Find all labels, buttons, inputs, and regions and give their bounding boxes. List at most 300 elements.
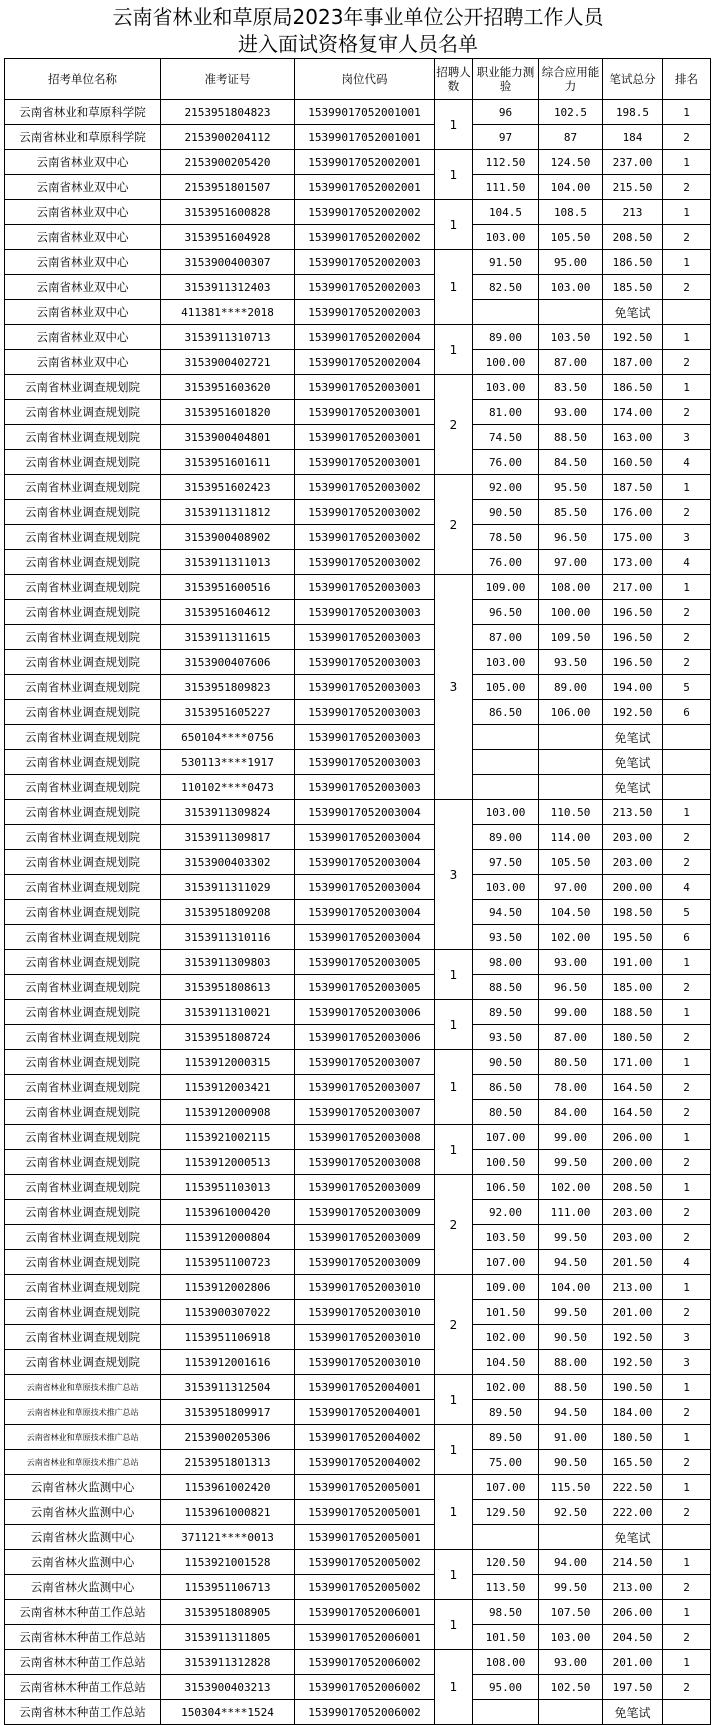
candidate-table bbox=[4, 58, 711, 1725]
cell-post-code: 15399017052002003 bbox=[295, 250, 435, 275]
cell-written-total: 204.50 bbox=[603, 1625, 663, 1650]
cell-exam-number: 1153912001616 bbox=[161, 1350, 295, 1375]
cell-written-total: 198.5 bbox=[603, 100, 663, 125]
cell-unit-name: 云南省林业调查规划院 bbox=[5, 900, 161, 925]
cell-post-code: 15399017052003010 bbox=[295, 1350, 435, 1375]
cell-post-code: 15399017052004001 bbox=[295, 1400, 435, 1425]
cell-written-total: 174.00 bbox=[603, 400, 663, 425]
cell-vocational-score: 107.00 bbox=[473, 1125, 539, 1150]
col-header-vocational-test: 职业能力测验 bbox=[473, 59, 539, 100]
cell-post-code: 15399017052003003 bbox=[295, 725, 435, 750]
cell-rank: 1 bbox=[663, 1650, 711, 1675]
cell-post-code: 15399017052006002 bbox=[295, 1650, 435, 1675]
cell-rank: 1 bbox=[663, 150, 711, 175]
cell-exam-number: 3153951601611 bbox=[161, 450, 295, 475]
cell-comprehensive-score: 93.00 bbox=[539, 1650, 603, 1675]
table-row bbox=[5, 1675, 711, 1700]
cell-vocational-score: 102.00 bbox=[473, 1375, 539, 1400]
cell-comprehensive-score: 80.50 bbox=[539, 1050, 603, 1075]
cell-post-code: 15399017052003009 bbox=[295, 1250, 435, 1275]
cell-vocational-score: 92.00 bbox=[473, 1200, 539, 1225]
table-row bbox=[5, 775, 711, 800]
cell-written-total: 175.00 bbox=[603, 525, 663, 550]
cell-exam-number: 3153911310116 bbox=[161, 925, 295, 950]
table-row bbox=[5, 1575, 711, 1600]
cell-rank: 6 bbox=[663, 925, 711, 950]
cell-written-total: 222.50 bbox=[603, 1475, 663, 1500]
cell-comprehensive-score: 105.50 bbox=[539, 225, 603, 250]
cell-vocational-score: 106.50 bbox=[473, 1175, 539, 1200]
cell-comprehensive-score: 102.00 bbox=[539, 1175, 603, 1200]
cell-rank: 2 bbox=[663, 1400, 711, 1425]
cell-recruit-count: 1 bbox=[435, 1375, 473, 1425]
cell-unit-name: 云南省林业调查规划院 bbox=[5, 550, 161, 575]
table-row bbox=[5, 1025, 711, 1050]
cell-unit-name: 云南省林业调查规划院 bbox=[5, 725, 161, 750]
cell-post-code: 15399017052003008 bbox=[295, 1125, 435, 1150]
cell-rank: 2 bbox=[663, 1225, 711, 1250]
cell-rank: 2 bbox=[663, 1075, 711, 1100]
cell-recruit-count: 3 bbox=[435, 800, 473, 950]
cell-written-total: 免笔试 bbox=[603, 1525, 663, 1550]
table-row bbox=[5, 225, 711, 250]
cell-vocational-score: 96 bbox=[473, 100, 539, 125]
table-row bbox=[5, 375, 711, 400]
cell-exam-number: 150304****1524 bbox=[161, 1700, 295, 1725]
cell-written-total: 214.50 bbox=[603, 1550, 663, 1575]
cell-post-code: 15399017052003009 bbox=[295, 1225, 435, 1250]
cell-written-total: 163.00 bbox=[603, 425, 663, 450]
cell-unit-name: 云南省林业调查规划院 bbox=[5, 600, 161, 625]
cell-written-total: 免笔试 bbox=[603, 1700, 663, 1725]
cell-post-code: 15399017052003007 bbox=[295, 1050, 435, 1075]
cell-exam-number: 1153951100723 bbox=[161, 1250, 295, 1275]
cell-unit-name: 云南省林木种苗工作总站 bbox=[5, 1650, 161, 1675]
cell-comprehensive-score: 109.50 bbox=[539, 625, 603, 650]
table-row bbox=[5, 725, 711, 750]
cell-vocational-score: 100.00 bbox=[473, 350, 539, 375]
cell-written-total: 186.50 bbox=[603, 375, 663, 400]
table-row bbox=[5, 1225, 711, 1250]
cell-recruit-count: 1 bbox=[435, 1125, 473, 1175]
cell-exam-number: 2153900205306 bbox=[161, 1425, 295, 1450]
table-row bbox=[5, 650, 711, 675]
cell-post-code: 15399017052002002 bbox=[295, 200, 435, 225]
cell-comprehensive-score bbox=[539, 1700, 603, 1725]
cell-written-total: 192.50 bbox=[603, 700, 663, 725]
cell-rank: 5 bbox=[663, 900, 711, 925]
cell-unit-name: 云南省林业双中心 bbox=[5, 150, 161, 175]
cell-written-total: 201.00 bbox=[603, 1650, 663, 1675]
cell-rank: 3 bbox=[663, 1350, 711, 1375]
table-row bbox=[5, 1600, 711, 1625]
cell-exam-number: 3153900400307 bbox=[161, 250, 295, 275]
cell-post-code: 15399017052006002 bbox=[295, 1675, 435, 1700]
cell-written-total: 203.00 bbox=[603, 1200, 663, 1225]
cell-vocational-score: 107.00 bbox=[473, 1250, 539, 1275]
cell-exam-number: 3153951808905 bbox=[161, 1600, 295, 1625]
table-row bbox=[5, 1075, 711, 1100]
cell-exam-number: 3153951809917 bbox=[161, 1400, 295, 1425]
cell-comprehensive-score bbox=[539, 725, 603, 750]
cell-rank: 1 bbox=[663, 1125, 711, 1150]
cell-comprehensive-score: 93.00 bbox=[539, 950, 603, 975]
table-row bbox=[5, 525, 711, 550]
cell-comprehensive-score bbox=[539, 750, 603, 775]
cell-vocational-score bbox=[473, 1700, 539, 1725]
col-header-unit: 招考单位名称 bbox=[5, 59, 161, 100]
cell-post-code: 15399017052003003 bbox=[295, 575, 435, 600]
cell-written-total: 180.50 bbox=[603, 1425, 663, 1450]
table-row bbox=[5, 625, 711, 650]
cell-unit-name: 云南省林火监测中心 bbox=[5, 1475, 161, 1500]
cell-comprehensive-score: 108.00 bbox=[539, 575, 603, 600]
cell-unit-name: 云南省林业调查规划院 bbox=[5, 1275, 161, 1300]
cell-written-total: 198.50 bbox=[603, 900, 663, 925]
cell-comprehensive-score: 97.00 bbox=[539, 875, 603, 900]
cell-comprehensive-score bbox=[539, 1525, 603, 1550]
cell-written-total: 213.00 bbox=[603, 1575, 663, 1600]
table-row bbox=[5, 1050, 711, 1075]
cell-unit-name: 云南省林业双中心 bbox=[5, 300, 161, 325]
cell-unit-name: 云南省林火监测中心 bbox=[5, 1550, 161, 1575]
cell-exam-number: 3153951809823 bbox=[161, 675, 295, 700]
cell-comprehensive-score: 93.00 bbox=[539, 400, 603, 425]
table-row bbox=[5, 975, 711, 1000]
cell-recruit-count: 1 bbox=[435, 1650, 473, 1725]
cell-comprehensive-score: 95.50 bbox=[539, 475, 603, 500]
cell-rank: 2 bbox=[663, 1575, 711, 1600]
cell-written-total: 164.50 bbox=[603, 1075, 663, 1100]
cell-vocational-score: 93.50 bbox=[473, 925, 539, 950]
cell-vocational-score: 107.00 bbox=[473, 1475, 539, 1500]
cell-unit-name: 云南省林业调查规划院 bbox=[5, 950, 161, 975]
cell-rank: 2 bbox=[663, 650, 711, 675]
cell-unit-name: 云南省林业调查规划院 bbox=[5, 1300, 161, 1325]
cell-vocational-score: 103.00 bbox=[473, 375, 539, 400]
cell-rank: 1 bbox=[663, 325, 711, 350]
cell-vocational-score: 103.00 bbox=[473, 875, 539, 900]
cell-written-total: 185.50 bbox=[603, 275, 663, 300]
cell-unit-name: 云南省林业调查规划院 bbox=[5, 625, 161, 650]
cell-post-code: 15399017052003009 bbox=[295, 1175, 435, 1200]
cell-written-total: 194.00 bbox=[603, 675, 663, 700]
cell-vocational-score: 100.50 bbox=[473, 1150, 539, 1175]
cell-comprehensive-score: 102.5 bbox=[539, 100, 603, 125]
cell-comprehensive-score: 84.00 bbox=[539, 1100, 603, 1125]
cell-post-code: 15399017052003004 bbox=[295, 875, 435, 900]
document-title-line-1: 云南省林业和草原局2023年事业单位公开招聘工作人员 bbox=[112, 5, 604, 29]
cell-exam-number: 3153951602423 bbox=[161, 475, 295, 500]
cell-rank: 3 bbox=[663, 425, 711, 450]
cell-written-total: 160.50 bbox=[603, 450, 663, 475]
cell-comprehensive-score: 100.00 bbox=[539, 600, 603, 625]
table-row bbox=[5, 850, 711, 875]
cell-post-code: 15399017052003002 bbox=[295, 525, 435, 550]
cell-rank: 6 bbox=[663, 700, 711, 725]
cell-exam-number: 530113****1917 bbox=[161, 750, 295, 775]
cell-rank: 2 bbox=[663, 400, 711, 425]
table-row bbox=[5, 1150, 711, 1175]
table-row bbox=[5, 925, 711, 950]
cell-post-code: 15399017052005002 bbox=[295, 1550, 435, 1575]
cell-comprehensive-score: 99.50 bbox=[539, 1225, 603, 1250]
cell-written-total: 184 bbox=[603, 125, 663, 150]
cell-vocational-score: 87.00 bbox=[473, 625, 539, 650]
cell-exam-number: 2153900204112 bbox=[161, 125, 295, 150]
table-row bbox=[5, 1125, 711, 1150]
cell-rank: 2 bbox=[663, 1025, 711, 1050]
cell-rank: 4 bbox=[663, 875, 711, 900]
cell-rank: 2 bbox=[663, 975, 711, 1000]
cell-rank bbox=[663, 1700, 711, 1725]
cell-unit-name: 云南省林业和草原技术推广总站 bbox=[5, 1375, 161, 1400]
cell-unit-name: 云南省林业调查规划院 bbox=[5, 475, 161, 500]
table-row bbox=[5, 425, 711, 450]
cell-rank: 4 bbox=[663, 550, 711, 575]
cell-unit-name: 云南省林业调查规划院 bbox=[5, 975, 161, 1000]
cell-rank: 3 bbox=[663, 525, 711, 550]
cell-written-total: 184.00 bbox=[603, 1400, 663, 1425]
col-header-exam-no: 准考证号 bbox=[161, 59, 295, 100]
cell-rank bbox=[663, 1525, 711, 1550]
cell-vocational-score: 80.50 bbox=[473, 1100, 539, 1125]
cell-rank: 4 bbox=[663, 1250, 711, 1275]
table-row bbox=[5, 275, 711, 300]
cell-comprehensive-score: 115.50 bbox=[539, 1475, 603, 1500]
table-row bbox=[5, 125, 711, 150]
cell-vocational-score: 104.5 bbox=[473, 200, 539, 225]
cell-rank: 2 bbox=[663, 275, 711, 300]
cell-exam-number: 411381****2018 bbox=[161, 300, 295, 325]
cell-rank: 1 bbox=[663, 800, 711, 825]
cell-exam-number: 3153911310713 bbox=[161, 325, 295, 350]
cell-written-total: 217.00 bbox=[603, 575, 663, 600]
table-row bbox=[5, 350, 711, 375]
cell-written-total: 208.50 bbox=[603, 225, 663, 250]
cell-rank: 5 bbox=[663, 675, 711, 700]
cell-comprehensive-score: 99.50 bbox=[539, 1300, 603, 1325]
cell-post-code: 15399017052003002 bbox=[295, 500, 435, 525]
cell-vocational-score: 95.00 bbox=[473, 1675, 539, 1700]
cell-exam-number: 3153951600828 bbox=[161, 200, 295, 225]
cell-comprehensive-score: 111.00 bbox=[539, 1200, 603, 1225]
cell-rank: 2 bbox=[663, 1500, 711, 1525]
cell-unit-name: 云南省林业调查规划院 bbox=[5, 1175, 161, 1200]
cell-rank bbox=[663, 300, 711, 325]
cell-comprehensive-score: 114.00 bbox=[539, 825, 603, 850]
cell-post-code: 15399017052003004 bbox=[295, 925, 435, 950]
cell-comprehensive-score: 94.00 bbox=[539, 1550, 603, 1575]
cell-unit-name: 云南省林业调查规划院 bbox=[5, 825, 161, 850]
cell-rank: 1 bbox=[663, 1475, 711, 1500]
cell-post-code: 15399017052003004 bbox=[295, 850, 435, 875]
cell-post-code: 15399017052003003 bbox=[295, 625, 435, 650]
cell-vocational-score: 89.50 bbox=[473, 1400, 539, 1425]
table-row bbox=[5, 900, 711, 925]
table-row bbox=[5, 1250, 711, 1275]
cell-recruit-count: 1 bbox=[435, 950, 473, 1000]
cell-comprehensive-score: 78.00 bbox=[539, 1075, 603, 1100]
cell-written-total: 187.50 bbox=[603, 475, 663, 500]
cell-comprehensive-score: 92.50 bbox=[539, 1500, 603, 1525]
cell-vocational-score: 103.00 bbox=[473, 650, 539, 675]
col-header-rank: 排名 bbox=[663, 59, 711, 100]
cell-rank: 1 bbox=[663, 575, 711, 600]
table-row bbox=[5, 1200, 711, 1225]
cell-rank: 2 bbox=[663, 225, 711, 250]
cell-rank: 1 bbox=[663, 1425, 711, 1450]
cell-unit-name: 云南省林业调查规划院 bbox=[5, 700, 161, 725]
cell-rank bbox=[663, 775, 711, 800]
cell-unit-name: 云南省林业调查规划院 bbox=[5, 1350, 161, 1375]
cell-post-code: 15399017052006001 bbox=[295, 1625, 435, 1650]
cell-comprehensive-score: 84.50 bbox=[539, 450, 603, 475]
table-row bbox=[5, 1000, 711, 1025]
cell-exam-number: 1153912000513 bbox=[161, 1150, 295, 1175]
cell-recruit-count: 1 bbox=[435, 1550, 473, 1600]
cell-unit-name: 云南省林业调查规划院 bbox=[5, 800, 161, 825]
cell-vocational-score: 76.00 bbox=[473, 550, 539, 575]
cell-vocational-score: 112.50 bbox=[473, 150, 539, 175]
cell-vocational-score: 81.00 bbox=[473, 400, 539, 425]
cell-vocational-score: 103.00 bbox=[473, 225, 539, 250]
cell-exam-number: 3153911309824 bbox=[161, 800, 295, 825]
cell-exam-number: 3153951809208 bbox=[161, 900, 295, 925]
table-row bbox=[5, 1275, 711, 1300]
cell-post-code: 15399017052005001 bbox=[295, 1500, 435, 1525]
cell-vocational-score: 108.00 bbox=[473, 1650, 539, 1675]
table-row bbox=[5, 250, 711, 275]
cell-exam-number: 3153911311029 bbox=[161, 875, 295, 900]
cell-post-code: 15399017052004002 bbox=[295, 1425, 435, 1450]
cell-recruit-count: 1 bbox=[435, 250, 473, 325]
cell-vocational-score: 102.00 bbox=[473, 1325, 539, 1350]
cell-exam-number: 1153912002806 bbox=[161, 1275, 295, 1300]
cell-vocational-score: 89.00 bbox=[473, 325, 539, 350]
cell-rank: 1 bbox=[663, 100, 711, 125]
cell-vocational-score: 96.50 bbox=[473, 600, 539, 625]
cell-rank: 1 bbox=[663, 1375, 711, 1400]
cell-exam-number: 3153951601820 bbox=[161, 400, 295, 425]
cell-unit-name: 云南省林业双中心 bbox=[5, 225, 161, 250]
cell-comprehensive-score: 110.50 bbox=[539, 800, 603, 825]
cell-comprehensive-score: 104.50 bbox=[539, 900, 603, 925]
cell-post-code: 15399017052003005 bbox=[295, 975, 435, 1000]
cell-post-code: 15399017052003004 bbox=[295, 800, 435, 825]
cell-unit-name: 云南省林业调查规划院 bbox=[5, 1225, 161, 1250]
cell-unit-name: 云南省林木种苗工作总站 bbox=[5, 1700, 161, 1725]
cell-comprehensive-score: 87.00 bbox=[539, 350, 603, 375]
cell-exam-number: 3153911311013 bbox=[161, 550, 295, 575]
table-row bbox=[5, 600, 711, 625]
cell-written-total: 222.00 bbox=[603, 1500, 663, 1525]
cell-recruit-count: 1 bbox=[435, 325, 473, 375]
cell-vocational-score: 91.50 bbox=[473, 250, 539, 275]
cell-rank: 2 bbox=[663, 175, 711, 200]
cell-written-total: 208.50 bbox=[603, 1175, 663, 1200]
cell-unit-name: 云南省林木种苗工作总站 bbox=[5, 1675, 161, 1700]
cell-post-code: 15399017052005001 bbox=[295, 1525, 435, 1550]
cell-vocational-score: 74.50 bbox=[473, 425, 539, 450]
table-row bbox=[5, 1325, 711, 1350]
cell-written-total: 171.00 bbox=[603, 1050, 663, 1075]
cell-unit-name: 云南省林业调查规划院 bbox=[5, 1025, 161, 1050]
cell-post-code: 15399017052003006 bbox=[295, 1025, 435, 1050]
cell-recruit-count: 1 bbox=[435, 1050, 473, 1125]
cell-recruit-count: 1 bbox=[435, 1425, 473, 1475]
cell-written-total: 191.00 bbox=[603, 950, 663, 975]
cell-rank bbox=[663, 750, 711, 775]
cell-post-code: 15399017052003001 bbox=[295, 375, 435, 400]
cell-unit-name: 云南省林业调查规划院 bbox=[5, 1325, 161, 1350]
cell-post-code: 15399017052004002 bbox=[295, 1450, 435, 1475]
cell-post-code: 15399017052006002 bbox=[295, 1700, 435, 1725]
cell-unit-name: 云南省林木种苗工作总站 bbox=[5, 1600, 161, 1625]
cell-vocational-score: 105.00 bbox=[473, 675, 539, 700]
cell-exam-number: 3153911312828 bbox=[161, 1650, 295, 1675]
table-row bbox=[5, 1350, 711, 1375]
col-header-recruit-count: 招聘人数 bbox=[435, 59, 473, 100]
cell-comprehensive-score: 85.50 bbox=[539, 500, 603, 525]
cell-unit-name: 云南省林业调查规划院 bbox=[5, 675, 161, 700]
cell-unit-name: 云南省林业调查规划院 bbox=[5, 525, 161, 550]
cell-vocational-score bbox=[473, 725, 539, 750]
cell-vocational-score bbox=[473, 775, 539, 800]
cell-exam-number: 3153911309803 bbox=[161, 950, 295, 975]
cell-exam-number: 1153912000908 bbox=[161, 1100, 295, 1125]
cell-vocational-score: 109.00 bbox=[473, 1275, 539, 1300]
cell-vocational-score: 90.50 bbox=[473, 500, 539, 525]
table-row bbox=[5, 1425, 711, 1450]
cell-written-total: 185.00 bbox=[603, 975, 663, 1000]
cell-exam-number: 110102****0473 bbox=[161, 775, 295, 800]
table-row bbox=[5, 200, 711, 225]
cell-unit-name: 云南省林业双中心 bbox=[5, 325, 161, 350]
cell-unit-name: 云南省林业调查规划院 bbox=[5, 1125, 161, 1150]
cell-written-total: 203.00 bbox=[603, 850, 663, 875]
col-header-written-total: 笔试总分 bbox=[603, 59, 663, 100]
cell-exam-number: 371121****0013 bbox=[161, 1525, 295, 1550]
cell-written-total: 206.00 bbox=[603, 1125, 663, 1150]
table-row bbox=[5, 100, 711, 125]
cell-written-total: 196.50 bbox=[603, 650, 663, 675]
cell-exam-number: 3153951600516 bbox=[161, 575, 295, 600]
cell-recruit-count: 2 bbox=[435, 375, 473, 475]
cell-unit-name: 云南省林业和草原科学院 bbox=[5, 100, 161, 125]
cell-comprehensive-score: 97.00 bbox=[539, 550, 603, 575]
table-row bbox=[5, 400, 711, 425]
cell-rank: 2 bbox=[663, 125, 711, 150]
cell-comprehensive-score: 95.00 bbox=[539, 250, 603, 275]
cell-post-code: 15399017052001001 bbox=[295, 100, 435, 125]
cell-rank: 2 bbox=[663, 1625, 711, 1650]
cell-written-total: 196.50 bbox=[603, 600, 663, 625]
cell-exam-number: 3153951604612 bbox=[161, 600, 295, 625]
cell-rank: 1 bbox=[663, 200, 711, 225]
cell-unit-name: 云南省林业双中心 bbox=[5, 250, 161, 275]
cell-vocational-score: 111.50 bbox=[473, 175, 539, 200]
cell-post-code: 15399017052002004 bbox=[295, 325, 435, 350]
cell-written-total: 215.50 bbox=[603, 175, 663, 200]
cell-written-total: 196.50 bbox=[603, 625, 663, 650]
cell-recruit-count: 2 bbox=[435, 1275, 473, 1375]
cell-comprehensive-score bbox=[539, 775, 603, 800]
cell-rank: 1 bbox=[663, 950, 711, 975]
cell-comprehensive-score: 104.00 bbox=[539, 175, 603, 200]
cell-exam-number: 1153912000315 bbox=[161, 1050, 295, 1075]
cell-written-total: 173.00 bbox=[603, 550, 663, 575]
